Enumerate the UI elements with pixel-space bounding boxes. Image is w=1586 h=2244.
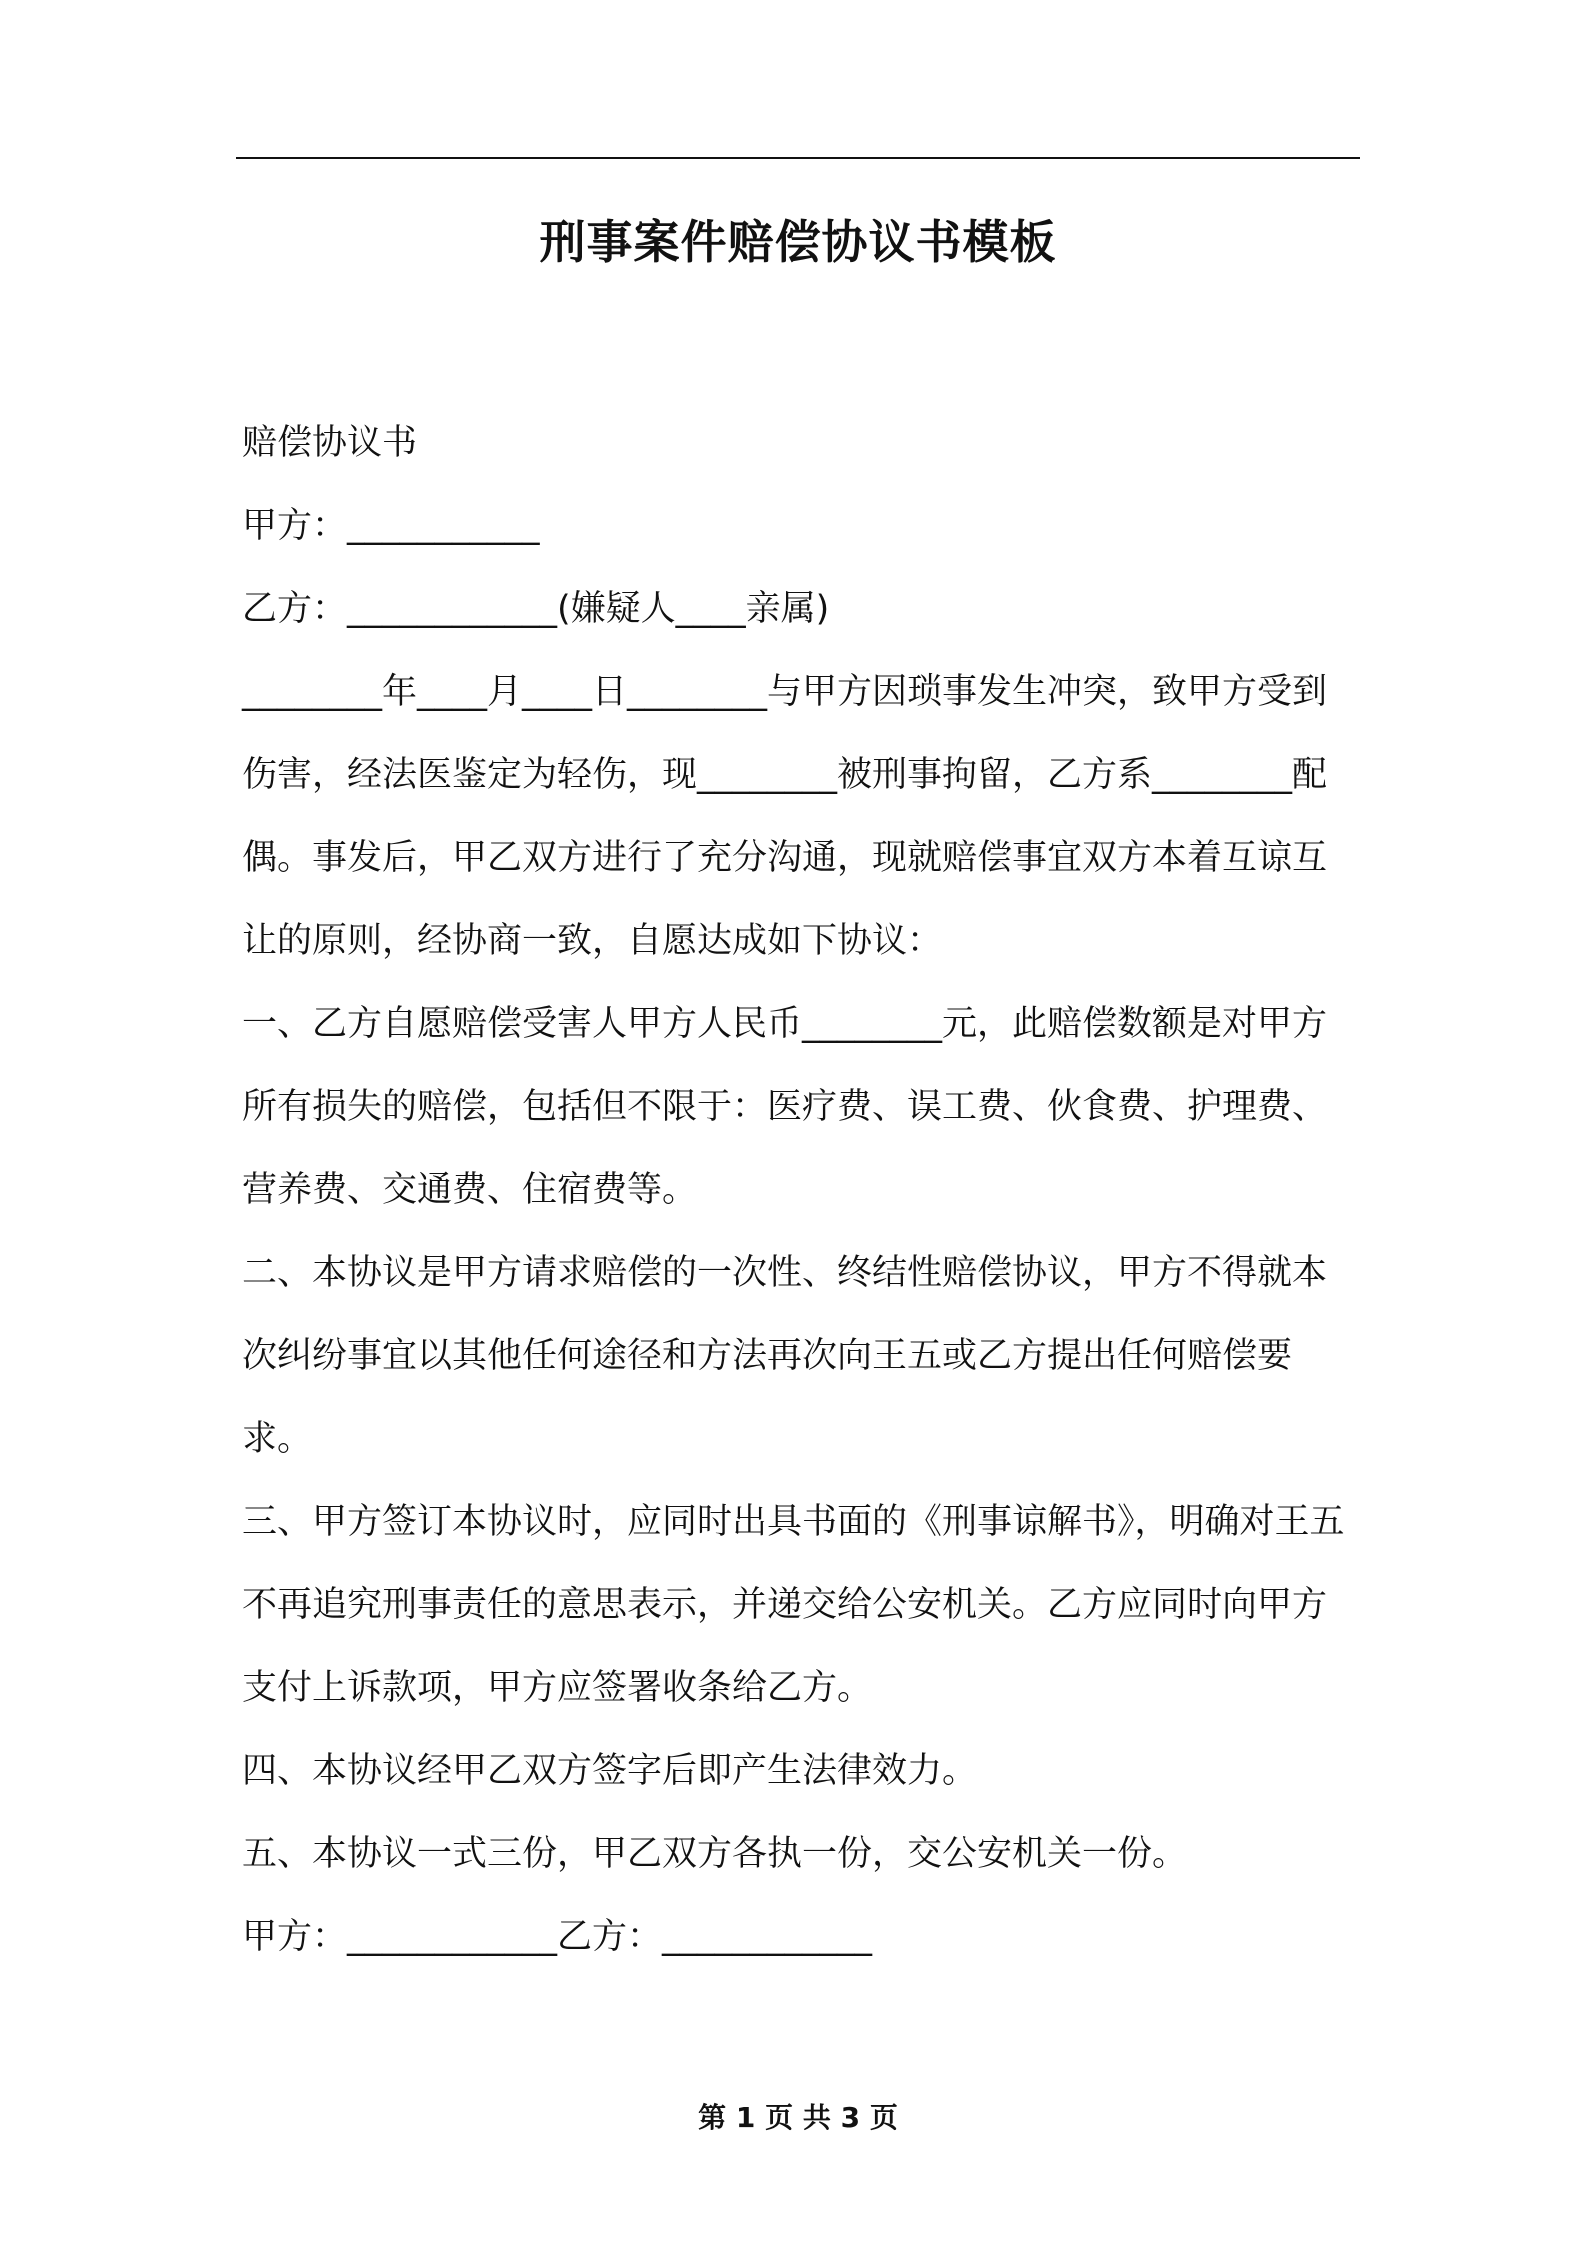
signature-line: 甲方：____________乙方：____________ [242,1917,873,1957]
clause-2: 二、本协议是甲方请求赔偿的一次性、终结性赔偿协议，甲方不得就本次纠纷事宜以其他任何途径和方法再次向王五或乙方提出任何赔偿要求。 [242,1253,1328,1459]
party-a-line: 甲方：___________ [242,506,540,546]
header-rule [236,157,1360,159]
intro-paragraph: ________年____月____日________与甲方因琐事发生冲突，致甲方受到伤害，经法医鉴定为轻伤，现________被刑事拘留，乙方系________配偶。事发后，甲乙双方进行了充分沟通，现就赔偿事宜双方本着互谅互让的原则，经协商一致，自愿达成如下协议： [242,672,1328,961]
page-number: 第 1 页 共 3 页 [698,2101,898,2134]
document-title: 刑事案件赔偿协议书模板 [539,215,1057,269]
clause-4: 四、本协议经甲乙双方签字后即产生法律效力。 [242,1751,978,1791]
party-b-line: 乙方：____________(嫌疑人____亲属) [242,589,830,629]
document-body [242,402,1360,1979]
clause-5: 五、本协议一式三份，甲乙双方各执一份，交公安机关一份。 [242,1834,1188,1874]
agreement-heading: 赔偿协议书 [242,423,418,463]
clause-3: 三、甲方签订本协议时，应同时出具书面的《刑事谅解书》，明确对王五不再追究刑事责任的意思表示，并递交给公安机关。乙方应同时向甲方支付上诉款项，甲方应签署收条给乙方。 [242,1502,1345,1708]
clause-1: 一、乙方自愿赔偿受害人甲方人民币________元，此赔偿数额是对甲方所有损失的赔偿，包括但不限于：医疗费、误工费、伙食费、护理费、营养费、交通费、住宿费等。 [242,1004,1328,1210]
